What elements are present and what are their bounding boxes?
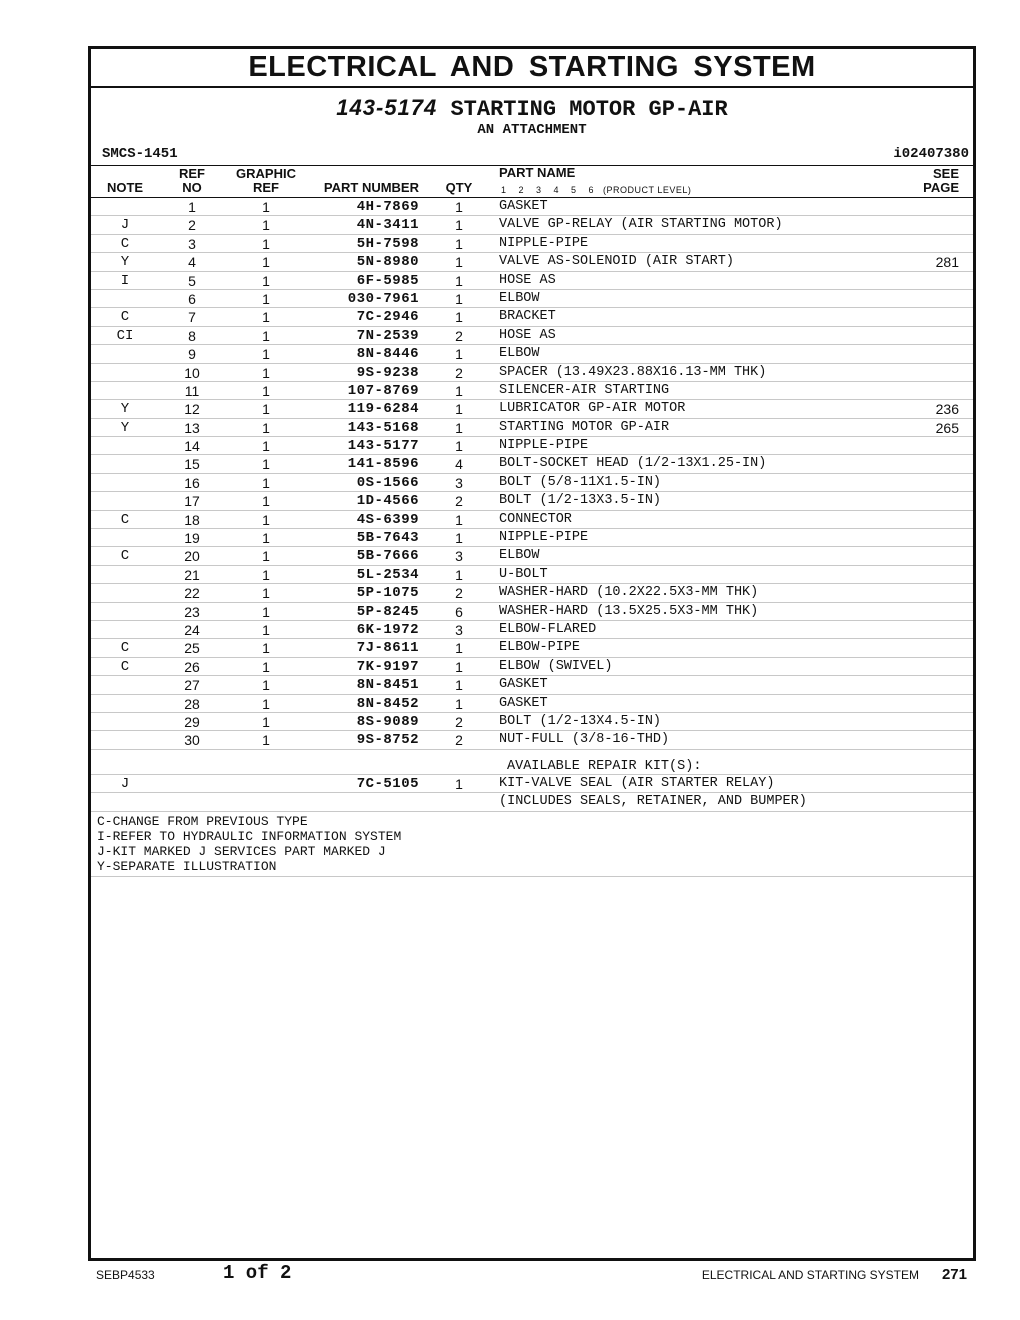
part-number-cell: 7C-5105 — [356, 775, 419, 792]
smcs-row — [91, 143, 973, 166]
col-see-top: SEE — [932, 166, 959, 181]
table-row — [91, 676, 973, 694]
qty-cell: 1 — [455, 199, 463, 215]
note-cell: J — [120, 217, 130, 234]
graphic-ref-cell: 1 — [262, 621, 270, 638]
table-row — [91, 400, 973, 418]
ref-no-cell: 8 — [188, 327, 196, 344]
graphic-ref-cell: 1 — [262, 199, 270, 215]
qty-cell: 1 — [455, 401, 463, 418]
table-row — [91, 345, 973, 363]
ref-no-cell: 13 — [184, 419, 200, 436]
graphic-ref-cell: 1 — [262, 364, 270, 381]
graphic-ref-cell: 1 — [262, 438, 270, 455]
part-name-cell: LUBRICATOR GP-AIR MOTOR — [499, 401, 686, 417]
table-row — [91, 658, 973, 676]
part-name-cell: NIPPLE-PIPE — [499, 235, 589, 251]
ref-no-cell: 12 — [184, 401, 200, 418]
part-name-cell: KIT-VALVE SEAL (AIR STARTER RELAY) — [499, 775, 775, 791]
footer-page-number: 271 — [941, 1266, 967, 1283]
part-name-cell: NIPPLE-PIPE — [499, 438, 589, 454]
qty-cell: 1 — [455, 419, 463, 436]
repair-kit-row — [91, 775, 973, 793]
graphic-ref-cell: 1 — [262, 530, 270, 547]
table-row — [91, 547, 973, 565]
table-row — [91, 731, 973, 749]
part-number-cell: 8S-9089 — [356, 713, 419, 730]
part-name-cell: ELBOW — [499, 548, 540, 564]
graphic-ref-cell: 1 — [262, 254, 270, 271]
table-row — [91, 455, 973, 473]
col-note: NOTE — [106, 180, 144, 195]
note-cell: C — [120, 658, 130, 675]
note-cell: J — [120, 775, 130, 792]
qty-cell: 2 — [455, 364, 463, 381]
ref-no-cell: 9 — [188, 346, 196, 363]
parts-page-frame — [88, 46, 976, 1261]
legend-line: C-CHANGE FROM PREVIOUS TYPE — [97, 813, 308, 829]
part-name-cell: ELBOW — [499, 290, 540, 306]
ref-no-cell: 28 — [184, 695, 200, 712]
part-number-cell: 143-5177 — [347, 438, 419, 455]
graphic-ref-cell: 1 — [262, 309, 270, 326]
ref-no-cell: 24 — [184, 621, 200, 638]
qty-cell: 2 — [455, 327, 463, 344]
assembly-title — [91, 96, 973, 122]
part-number-cell: 141-8596 — [347, 456, 419, 473]
part-name-cell: BOLT (5/8-11X1.5-IN) — [499, 474, 662, 490]
qty-cell: 1 — [455, 290, 463, 307]
assembly-subnote: AN ATTACHMENT — [477, 122, 587, 138]
table-row — [91, 511, 973, 529]
part-name-cell: BOLT-SOCKET HEAD (1/2-13X1.25-IN) — [499, 456, 767, 472]
parts-table-body — [91, 198, 973, 750]
ref-no-cell: 4 — [188, 254, 196, 271]
table-row — [91, 492, 973, 510]
part-number-cell: 107-8769 — [347, 382, 419, 399]
graphic-ref-cell: 1 — [262, 548, 270, 565]
graphic-ref-cell: 1 — [262, 713, 270, 730]
part-number-cell: 4S-6399 — [356, 511, 419, 528]
part-number-cell: 7K-9197 — [356, 658, 419, 675]
col-part-number: PART NUMBER — [323, 180, 419, 195]
table-header — [91, 166, 973, 198]
col-see-bottom: PAGE — [923, 180, 959, 195]
part-number-cell: 9S-8752 — [356, 732, 419, 749]
note-cell: Y — [120, 419, 130, 436]
part-name-cell: NUT-FULL (3/8-16-THD) — [499, 732, 670, 748]
ref-no-cell: 20 — [184, 548, 200, 565]
part-name-cell: STARTING MOTOR GP-AIR — [499, 419, 670, 435]
ref-no-cell: 22 — [184, 585, 200, 602]
smcs-code: SMCS-1451 — [102, 146, 178, 162]
part-name-cell: (INCLUDES SEALS, RETAINER, AND BUMPER) — [499, 794, 807, 810]
qty-cell: 1 — [455, 530, 463, 547]
part-number-cell: 0S-1566 — [356, 474, 419, 491]
graphic-ref-cell: 1 — [262, 695, 270, 712]
ref-no-cell: 29 — [184, 713, 200, 730]
ref-no-cell: 26 — [184, 658, 200, 675]
footer-doc-number: SEBP4533 — [96, 1268, 155, 1282]
graphic-ref-cell: 1 — [262, 346, 270, 363]
graphic-ref-cell: 1 — [262, 640, 270, 657]
table-row — [91, 603, 973, 621]
ref-no-cell: 25 — [184, 640, 200, 657]
note-cell: C — [120, 511, 130, 528]
part-name-cell: BOLT (1/2-13X4.5-IN) — [499, 713, 662, 729]
part-name-cell: WASHER-HARD (10.2X22.5X3-MM THK) — [499, 585, 759, 601]
part-number-cell: 7C-2946 — [356, 309, 419, 326]
col-ref-top: REF — [179, 166, 205, 181]
part-number-cell: 5P-8245 — [356, 603, 419, 620]
part-number-cell: 5H-7598 — [356, 235, 419, 252]
section-banner: ELECTRICAL AND STARTING SYSTEM — [91, 49, 973, 88]
ref-no-cell: 27 — [184, 677, 200, 694]
graphic-ref-cell: 1 — [262, 327, 270, 344]
ref-no-cell: 21 — [184, 566, 200, 583]
graphic-ref-cell: 1 — [262, 272, 270, 289]
part-name-cell: ELBOW — [499, 346, 540, 362]
ref-no-cell: 23 — [184, 603, 200, 620]
legend-line: Y-SEPARATE ILLUSTRATION — [97, 858, 277, 874]
part-name-cell: HOSE AS — [499, 272, 556, 288]
ref-no-cell: 18 — [184, 511, 200, 528]
part-number-cell: 5L-2534 — [356, 566, 419, 583]
see-page-cell: 281 — [935, 254, 959, 271]
table-row — [91, 566, 973, 584]
part-name-cell: NIPPLE-PIPE — [499, 530, 589, 546]
ref-no-cell: 1 — [188, 199, 196, 215]
table-row — [91, 382, 973, 400]
qty-cell: 1 — [455, 217, 463, 234]
table-row — [91, 474, 973, 492]
table-row — [91, 198, 973, 216]
ref-no-cell: 15 — [184, 456, 200, 473]
qty-cell: 1 — [455, 511, 463, 528]
qty-cell: 2 — [455, 713, 463, 730]
graphic-ref-cell: 1 — [262, 235, 270, 252]
col-ref-bottom: NO — [182, 180, 202, 195]
qty-cell: 2 — [455, 732, 463, 749]
graphic-ref-cell: 1 — [262, 382, 270, 399]
repair-kit-list — [91, 775, 973, 812]
graphic-ref-cell: 1 — [262, 419, 270, 436]
col-qty: QTY — [445, 180, 473, 195]
table-row — [91, 272, 973, 290]
ref-no-cell: 16 — [184, 474, 200, 491]
note-cell: C — [120, 309, 130, 326]
ref-no-cell: 19 — [184, 530, 200, 547]
part-number-cell: 7N-2539 — [356, 327, 419, 344]
qty-cell: 1 — [455, 272, 463, 289]
legend-line: J-KIT MARKED J SERVICES PART MARKED J — [97, 843, 386, 859]
part-name-cell: U-BOLT — [499, 566, 548, 582]
note-cell: Y — [120, 401, 130, 418]
ref-no-cell: 17 — [184, 493, 200, 510]
repair-kit-heading-row — [91, 750, 973, 775]
assembly-part-number: 143-5174 — [336, 95, 438, 120]
part-number-cell: 6K-1972 — [356, 621, 419, 638]
part-number-cell: 8N-8451 — [356, 677, 419, 694]
part-name-cell: SILENCER-AIR STARTING — [499, 382, 670, 398]
graphic-ref-cell: 1 — [262, 456, 270, 473]
qty-cell: 1 — [455, 775, 463, 792]
part-name-cell: ELBOW-PIPE — [499, 640, 581, 656]
part-number-cell: 8N-8446 — [356, 346, 419, 363]
qty-cell: 1 — [455, 566, 463, 583]
table-row — [91, 639, 973, 657]
part-name-cell: GASKET — [499, 695, 548, 711]
table-row — [91, 253, 973, 271]
qty-cell: 3 — [455, 474, 463, 491]
table-row — [91, 695, 973, 713]
part-name-cell: BRACKET — [499, 309, 556, 325]
part-name-cell: GASKET — [499, 199, 548, 214]
table-row — [91, 235, 973, 253]
part-name-cell: SPACER (13.49X23.88X16.13-MM THK) — [499, 364, 767, 380]
qty-cell: 2 — [455, 493, 463, 510]
col-part-name: PART NAME — [499, 165, 576, 180]
ref-no-cell: 6 — [188, 290, 196, 307]
note-cell: C — [120, 640, 130, 657]
graphic-ref-cell: 1 — [262, 217, 270, 234]
table-row — [91, 584, 973, 602]
graphic-ref-cell: 1 — [262, 493, 270, 510]
part-number-cell: 9S-9238 — [356, 364, 419, 381]
legend-line: I-REFER TO HYDRAULIC INFORMATION SYSTEM — [97, 828, 402, 844]
col-product-level: 1 2 3 4 5 6 (PRODUCT LEVEL) — [501, 185, 692, 195]
qty-cell: 1 — [455, 235, 463, 252]
part-name-cell: CONNECTOR — [499, 511, 572, 527]
qty-cell: 1 — [455, 695, 463, 712]
qty-cell: 2 — [455, 585, 463, 602]
table-row — [91, 308, 973, 326]
part-number-cell: 6F-5985 — [356, 272, 419, 289]
page-footer — [0, 1256, 1020, 1286]
part-name-cell: ELBOW-FLARED — [499, 621, 597, 637]
footer-section: ELECTRICAL AND STARTING SYSTEM — [701, 1268, 919, 1282]
part-number-cell: 5B-7666 — [356, 548, 419, 565]
qty-cell: 1 — [455, 658, 463, 675]
notes-legend — [91, 812, 973, 877]
note-cell: I — [120, 272, 130, 289]
table-row — [91, 529, 973, 547]
qty-cell: 1 — [455, 309, 463, 326]
ref-no-cell: 2 — [188, 217, 196, 234]
qty-cell: 1 — [455, 382, 463, 399]
qty-cell: 3 — [455, 548, 463, 565]
document-id: i02407380 — [893, 146, 969, 162]
part-name-cell: GASKET — [499, 677, 548, 693]
footer-page-of: 1 of 2 — [223, 1262, 292, 1284]
graphic-ref-cell: 1 — [262, 290, 270, 307]
part-number-cell: 4N-3411 — [356, 217, 419, 234]
table-row — [91, 364, 973, 382]
part-name-cell: BOLT (1/2-13X3.5-IN) — [499, 493, 662, 509]
part-number-cell: 8N-8452 — [356, 695, 419, 712]
part-name-cell: HOSE AS — [499, 327, 556, 343]
part-number-cell: 119-6284 — [347, 401, 419, 418]
ref-no-cell: 3 — [188, 235, 196, 252]
table-row — [91, 713, 973, 731]
note-cell: C — [120, 548, 130, 565]
qty-cell: 1 — [455, 640, 463, 657]
note-cell: Y — [120, 254, 130, 271]
note-cell: C — [120, 235, 130, 252]
ref-no-cell: 30 — [184, 732, 200, 749]
note-cell: CI — [116, 327, 134, 344]
qty-cell: 1 — [455, 677, 463, 694]
part-number-cell: 1D-4566 — [356, 493, 419, 510]
table-row — [91, 327, 973, 345]
table-row — [91, 621, 973, 639]
part-name-cell: ELBOW (SWIVEL) — [499, 658, 613, 674]
part-name-cell: VALVE GP-RELAY (AIR STARTING MOTOR) — [499, 217, 783, 233]
assembly-name: STARTING MOTOR GP-AIR — [450, 97, 728, 122]
part-number-cell: 5P-1075 — [356, 585, 419, 602]
graphic-ref-cell: 1 — [262, 658, 270, 675]
graphic-ref-cell: 1 — [262, 585, 270, 602]
qty-cell: 1 — [455, 254, 463, 271]
part-number-cell: 143-5168 — [347, 419, 419, 436]
graphic-ref-cell: 1 — [262, 603, 270, 620]
col-graphic-top: GRAPHIC — [236, 166, 296, 181]
table-row — [91, 216, 973, 234]
table-row — [91, 437, 973, 455]
part-number-cell: 7J-8611 — [356, 640, 419, 657]
ref-no-cell: 5 — [188, 272, 196, 289]
graphic-ref-cell: 1 — [262, 511, 270, 528]
table-row — [91, 290, 973, 308]
graphic-ref-cell: 1 — [262, 566, 270, 583]
part-number-cell: 5N-8980 — [356, 254, 419, 271]
graphic-ref-cell: 1 — [262, 474, 270, 491]
qty-cell: 1 — [455, 346, 463, 363]
ref-no-cell: 11 — [184, 382, 200, 399]
graphic-ref-cell: 1 — [262, 677, 270, 694]
ref-no-cell: 10 — [184, 364, 200, 381]
part-number-cell: 4H-7869 — [356, 199, 419, 215]
ref-no-cell: 14 — [184, 438, 200, 455]
table-row — [91, 419, 973, 437]
see-page-cell: 265 — [935, 419, 959, 436]
part-number-cell: 5B-7643 — [356, 530, 419, 547]
see-page-cell: 236 — [935, 401, 959, 418]
part-number-cell: 030-7961 — [347, 290, 419, 307]
qty-cell: 4 — [455, 456, 463, 473]
repair-kit-row — [91, 793, 973, 811]
qty-cell: 1 — [455, 438, 463, 455]
qty-cell: 3 — [455, 621, 463, 638]
part-name-cell: WASHER-HARD (13.5X25.5X3-MM THK) — [499, 603, 759, 619]
graphic-ref-cell: 1 — [262, 732, 270, 749]
repair-kit-heading: AVAILABLE REPAIR KIT(S): — [507, 758, 702, 774]
col-graphic-bottom: REF — [253, 180, 279, 195]
graphic-ref-cell: 1 — [262, 401, 270, 418]
qty-cell: 6 — [455, 603, 463, 620]
part-name-cell: VALVE AS-SOLENOID (AIR START) — [499, 254, 734, 270]
ref-no-cell: 7 — [188, 309, 196, 326]
